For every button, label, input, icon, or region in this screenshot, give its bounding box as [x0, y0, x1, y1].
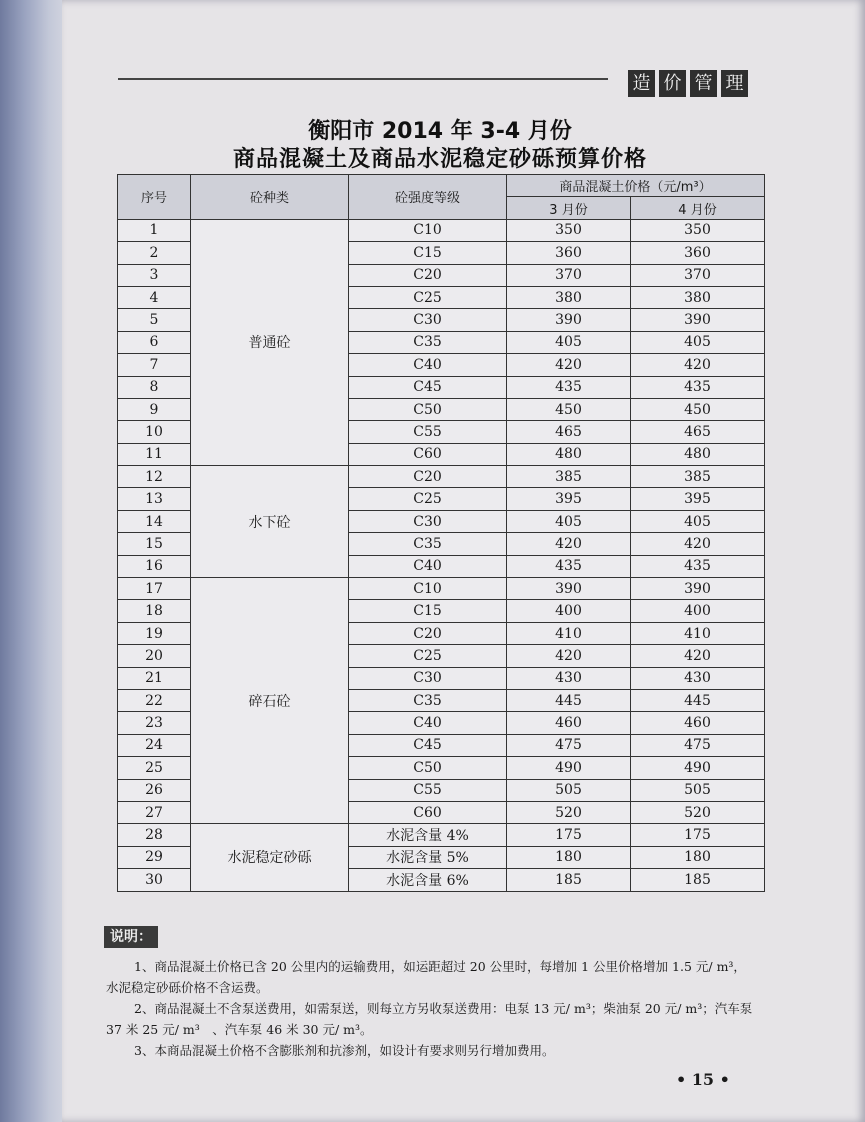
- header-rule: [118, 78, 608, 80]
- cell-march: 420: [507, 645, 631, 667]
- cell-april: 395: [631, 488, 765, 510]
- table-row: [118, 466, 765, 488]
- cell-index: 1: [118, 219, 191, 241]
- cell-grade: C25: [349, 645, 507, 667]
- cell-march: 360: [507, 242, 631, 264]
- cell-grade: C35: [349, 533, 507, 555]
- cell-index: 12: [118, 466, 191, 488]
- cell-index: 10: [118, 421, 191, 443]
- header-april: 4 月份: [631, 197, 765, 219]
- cell-index: 20: [118, 645, 191, 667]
- cell-index: 17: [118, 578, 191, 600]
- cell-index: 27: [118, 801, 191, 823]
- cell-grade: 水泥含量 6%: [349, 869, 507, 891]
- cell-march: 405: [507, 331, 631, 353]
- cell-april: 380: [631, 286, 765, 308]
- cell-march: 405: [507, 510, 631, 532]
- notes: [106, 956, 758, 1061]
- header-march: 3 月份: [507, 197, 631, 219]
- cell-grade: C20: [349, 466, 507, 488]
- cell-april: 360: [631, 242, 765, 264]
- price-table: [117, 174, 765, 892]
- cell-index: 15: [118, 533, 191, 555]
- cell-april: 490: [631, 757, 765, 779]
- table-row: [118, 219, 765, 241]
- cell-index: 30: [118, 869, 191, 891]
- cell-march: 430: [507, 667, 631, 689]
- cell-march: 435: [507, 555, 631, 577]
- section-char: 价: [659, 70, 686, 97]
- cell-grade: C40: [349, 555, 507, 577]
- cell-march: 465: [507, 421, 631, 443]
- cell-april: 390: [631, 578, 765, 600]
- cell-grade: C50: [349, 757, 507, 779]
- cell-grade: C45: [349, 734, 507, 756]
- table-header-row: [118, 175, 765, 197]
- cell-grade: C10: [349, 219, 507, 241]
- cell-april: 400: [631, 600, 765, 622]
- cell-april: 430: [631, 667, 765, 689]
- cell-april: 435: [631, 555, 765, 577]
- cell-grade: C10: [349, 578, 507, 600]
- cell-index: 28: [118, 824, 191, 846]
- cell-april: 505: [631, 779, 765, 801]
- cell-march: 390: [507, 578, 631, 600]
- cell-index: 11: [118, 443, 191, 465]
- cell-march: 505: [507, 779, 631, 801]
- cell-category: 水下砼: [191, 466, 349, 578]
- cell-march: 520: [507, 801, 631, 823]
- cell-april: 460: [631, 712, 765, 734]
- cell-grade: C35: [349, 331, 507, 353]
- cell-index: 26: [118, 779, 191, 801]
- cell-index: 4: [118, 286, 191, 308]
- section-char: 造: [628, 70, 655, 97]
- cell-april: 410: [631, 622, 765, 644]
- cell-grade: C40: [349, 712, 507, 734]
- header-index: 序号: [118, 175, 191, 220]
- cell-grade: 水泥含量 5%: [349, 846, 507, 868]
- page-title-line1: 衡阳市 2014 年 3-4 月份: [308, 119, 572, 144]
- cell-grade: C25: [349, 286, 507, 308]
- cell-grade: C60: [349, 443, 507, 465]
- cell-grade: 水泥含量 4%: [349, 824, 507, 846]
- cell-grade: C20: [349, 264, 507, 286]
- cell-april: 405: [631, 331, 765, 353]
- cell-march: 380: [507, 286, 631, 308]
- page-title-line2: 商品混凝土及商品水泥稳定砂砾预算价格: [232, 147, 647, 172]
- header-type: 砼种类: [191, 175, 349, 220]
- cell-april: 465: [631, 421, 765, 443]
- cell-april: 420: [631, 533, 765, 555]
- note-item: 1、商品混凝土价格已含 20 公里内的运输费用，如运距超过 20 公里时，每增加 1 公里价格增加 1.5 元/ m³，水泥稳定砂砾价格不含运费。: [106, 959, 746, 995]
- cell-index: 6: [118, 331, 191, 353]
- cell-index: 9: [118, 398, 191, 420]
- cell-april: 435: [631, 376, 765, 398]
- cell-category: 水泥稳定砂砾: [191, 824, 349, 891]
- cell-april: 180: [631, 846, 765, 868]
- cell-march: 420: [507, 354, 631, 376]
- cell-grade: C55: [349, 779, 507, 801]
- cell-march: 395: [507, 488, 631, 510]
- cell-grade: C15: [349, 600, 507, 622]
- cell-april: 385: [631, 466, 765, 488]
- cell-index: 18: [118, 600, 191, 622]
- header-price-group: 商品混凝土价格（元/m³）: [507, 175, 765, 197]
- cell-grade: C55: [349, 421, 507, 443]
- cell-index: 5: [118, 309, 191, 331]
- cell-april: 370: [631, 264, 765, 286]
- cell-march: 410: [507, 622, 631, 644]
- cell-april: 480: [631, 443, 765, 465]
- cell-march: 180: [507, 846, 631, 868]
- cell-march: 370: [507, 264, 631, 286]
- cell-index: 23: [118, 712, 191, 734]
- cell-index: 8: [118, 376, 191, 398]
- cell-grade: C20: [349, 622, 507, 644]
- cell-april: 175: [631, 824, 765, 846]
- cell-index: 29: [118, 846, 191, 868]
- cell-march: 480: [507, 443, 631, 465]
- cell-grade: C45: [349, 376, 507, 398]
- cell-grade: C50: [349, 398, 507, 420]
- cell-march: 350: [507, 219, 631, 241]
- cell-april: 475: [631, 734, 765, 756]
- cell-april: 445: [631, 689, 765, 711]
- section-badge: [628, 70, 748, 97]
- cell-grade: C60: [349, 801, 507, 823]
- table-body: [118, 219, 765, 891]
- cell-index: 19: [118, 622, 191, 644]
- cell-march: 450: [507, 398, 631, 420]
- cell-index: 24: [118, 734, 191, 756]
- cell-april: 520: [631, 801, 765, 823]
- cell-march: 385: [507, 466, 631, 488]
- cell-april: 420: [631, 645, 765, 667]
- cell-grade: C35: [349, 689, 507, 711]
- cell-march: 420: [507, 533, 631, 555]
- cell-march: 390: [507, 309, 631, 331]
- cell-march: 175: [507, 824, 631, 846]
- cell-index: 14: [118, 510, 191, 532]
- notes-label: 说明：: [104, 926, 158, 948]
- cell-index: 3: [118, 264, 191, 286]
- cell-grade: C25: [349, 488, 507, 510]
- note-item: 2、商品混凝土不含泵送费用，如需泵送，则每立方另收泵送费用：电泵 13 元/ m³；柴油泵 20 元/ m³；汽车泵 37 米 25 元/ m³ 、汽车泵 46 米 30 元/ m³。: [106, 1001, 753, 1037]
- cell-index: 22: [118, 689, 191, 711]
- section-char: 管: [690, 70, 717, 97]
- cell-march: 400: [507, 600, 631, 622]
- cell-april: 420: [631, 354, 765, 376]
- cell-march: 490: [507, 757, 631, 779]
- header-grade: 砼强度等级: [349, 175, 507, 220]
- note-item: 3、本商品混凝土价格不含膨胀剂和抗渗剂，如设计有要求则另行增加费用。: [134, 1043, 555, 1058]
- cell-index: 2: [118, 242, 191, 264]
- cell-april: 405: [631, 510, 765, 532]
- cell-april: 390: [631, 309, 765, 331]
- cell-grade: C30: [349, 667, 507, 689]
- page-number: • 15 •: [676, 1070, 730, 1089]
- cell-april: 185: [631, 869, 765, 891]
- cell-grade: C15: [349, 242, 507, 264]
- cell-grade: C30: [349, 510, 507, 532]
- cell-category: 普通砼: [191, 219, 349, 465]
- table-row: [118, 578, 765, 600]
- cell-april: 450: [631, 398, 765, 420]
- table-row: [118, 824, 765, 846]
- cell-march: 435: [507, 376, 631, 398]
- cell-april: 350: [631, 219, 765, 241]
- cell-march: 185: [507, 869, 631, 891]
- cell-index: 16: [118, 555, 191, 577]
- cell-index: 21: [118, 667, 191, 689]
- cell-march: 460: [507, 712, 631, 734]
- cell-march: 475: [507, 734, 631, 756]
- cell-index: 7: [118, 354, 191, 376]
- book-spine: [0, 0, 70, 1122]
- cell-index: 13: [118, 488, 191, 510]
- section-char: 理: [721, 70, 748, 97]
- cell-index: 25: [118, 757, 191, 779]
- cell-grade: C30: [349, 309, 507, 331]
- cell-march: 445: [507, 689, 631, 711]
- cell-grade: C40: [349, 354, 507, 376]
- cell-category: 碎石砼: [191, 578, 349, 824]
